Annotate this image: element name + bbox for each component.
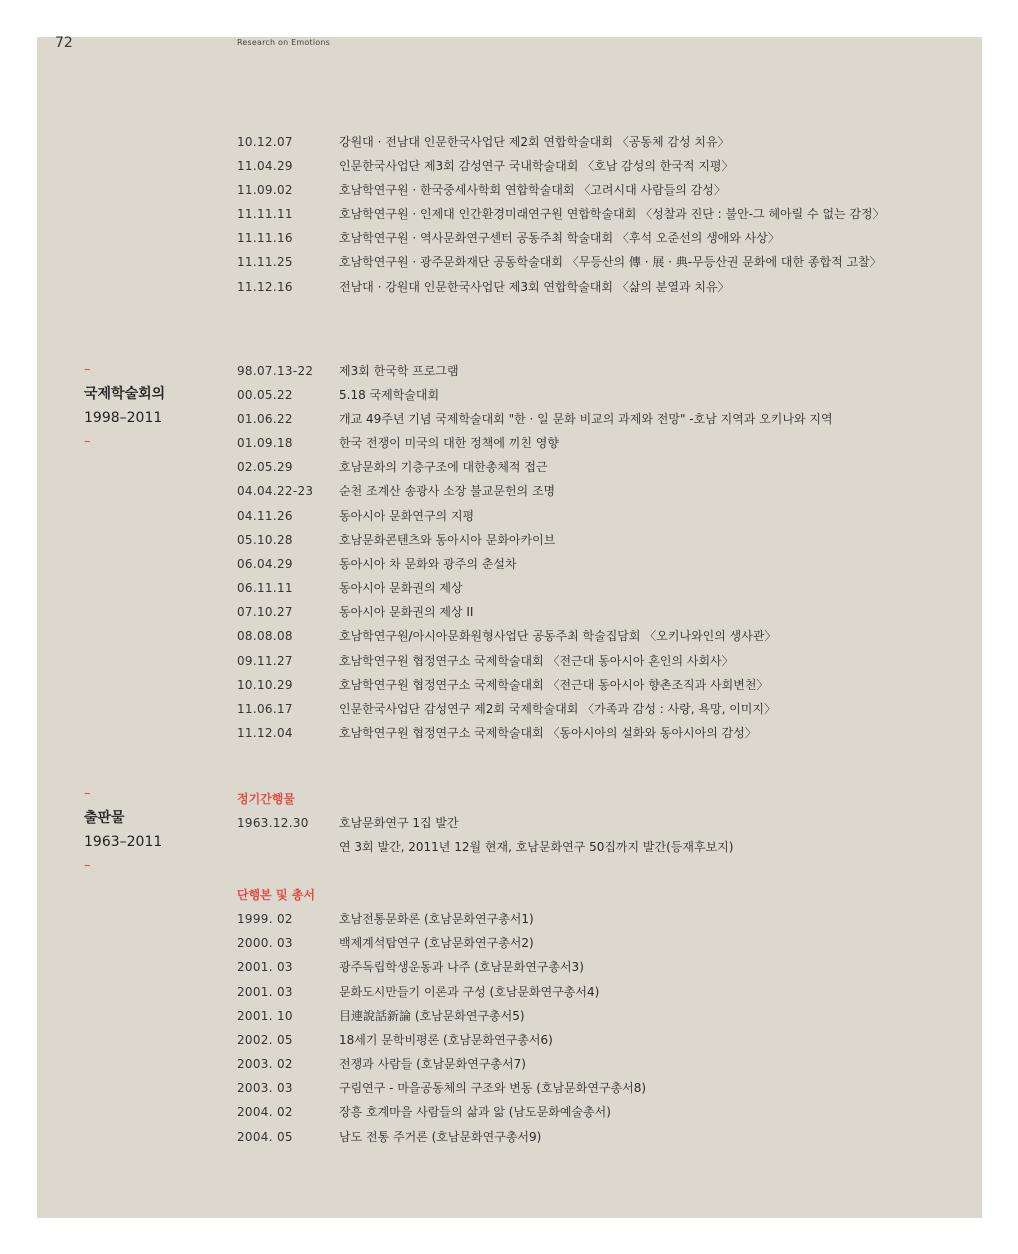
item-date: 2001. 03: [237, 960, 293, 974]
item-title: 동아시아 문화권의 제상 II: [339, 605, 474, 619]
item-title: 호남학연구원/아시아문화원형사업단 공동주최 학술집담회 〈오키나와인의 생사관〉: [339, 629, 777, 643]
item-title: 目連說話新論 (호남문화연구총서5): [339, 1009, 525, 1023]
item-date: 05.10.28: [237, 533, 293, 547]
item-date: 00.05.22: [237, 388, 293, 402]
item-date: 2000. 03: [237, 936, 293, 950]
item-title: 동아시아 문화권의 제상: [339, 581, 463, 595]
section-label-publications: [84, 782, 162, 878]
item-date: 04.11.26: [237, 509, 293, 523]
item-date: 2004. 02: [237, 1105, 293, 1119]
item-date: 98.07.13-22: [237, 364, 314, 378]
item-date: 11.11.16: [237, 231, 293, 245]
item-date: 1999. 02: [237, 912, 293, 926]
item-date: 11.06.17: [237, 702, 293, 716]
section-dash-top: –: [84, 362, 91, 377]
periodicals-heading: 정기간행물: [237, 792, 295, 806]
item-title: 장흥 호계마을 사람들의 삶과 앎 (남도문화예술총서): [339, 1105, 611, 1119]
section-title: 출판물: [84, 810, 125, 826]
item-title: 문화도시만들기 이론과 구성 (호남문화연구총서4): [339, 985, 600, 999]
item-title: 호남문화의 기층구조에 대한총체적 접근: [339, 460, 548, 474]
item-date: 2003. 02: [237, 1057, 293, 1071]
section-years: 1963–2011: [84, 834, 163, 850]
item-title: 순천 조계산 송광사 소장 불교문헌의 조명: [339, 484, 556, 498]
item-date: 09.11.27: [237, 654, 293, 668]
item-title: 한국 전쟁이 미국의 대한 정책에 끼친 영향: [339, 436, 559, 450]
item-date: 11.09.02: [237, 183, 293, 197]
item-date: 11.04.29: [237, 159, 293, 173]
item-title: 호남학연구원 협정연구소 국제학술대회 〈동아시아의 설화와 동아시아의 감성〉: [339, 726, 757, 740]
item-title: 호남학연구원 · 광주문화재단 공동학술대회 〈무등산의 傳 · 展 · 典-무등산권 문화에 대한 종합적 고찰〉: [339, 255, 882, 269]
item-title: 개교 49주년 기념 국제학술대회 "한 · 일 문화 비교의 과제와 전망" -호남 지역과 오키나와 지역: [339, 412, 833, 426]
item-date: 04.04.22-23: [237, 484, 314, 498]
item-title: 강원대 · 전남대 인문한국사업단 제2회 연합학술대회 〈공동체 감성 치유〉: [339, 135, 730, 149]
item-title: 남도 전통 주거론 (호남문화연구총서9): [339, 1130, 542, 1144]
item-date: 06.11.11: [237, 581, 293, 595]
item-title: 연 3회 발간, 2011년 12월 현재, 호남문화연구 50집까지 발간(등재후보지): [339, 840, 734, 854]
item-title: 호남학연구원 협정연구소 국제학술대회 〈전근대 동아시아 혼인의 사회사〉: [339, 654, 734, 668]
running-head: Research on Emotions: [237, 38, 330, 47]
item-title: 호남학연구원 · 한국중세사학회 연합학술대회 〈고려시대 사람들의 감성〉: [339, 183, 726, 197]
item-date: 06.04.29: [237, 557, 293, 571]
item-title: 호남문화연구 1집 발간: [339, 816, 459, 830]
item-title: 인문한국사업단 제3회 감성연구 국내학술대회 〈호남 감성의 한국적 지평〉: [339, 159, 734, 173]
item-date: 1963.12.30: [237, 816, 309, 830]
item-title: 동아시아 차 문화와 광주의 춘설차: [339, 557, 517, 571]
item-date: 08.08.08: [237, 629, 293, 643]
item-date: 10.10.29: [237, 678, 293, 692]
item-date: 10.12.07: [237, 135, 293, 149]
item-title: 동아시아 문화연구의 지평: [339, 509, 475, 523]
item-date: 2001. 10: [237, 1009, 293, 1023]
item-date: 11.11.25: [237, 255, 293, 269]
item-date: 01.09.18: [237, 436, 293, 450]
item-title: 호남학연구원 협정연구소 국제학술대회 〈전근대 동아시아 향촌조직과 사회변천〉: [339, 678, 769, 692]
item-title: 제3회 한국학 프로그램: [339, 364, 459, 378]
item-title: 호남전통문화론 (호남문화연구총서1): [339, 912, 534, 926]
item-date: 2001. 03: [237, 985, 293, 999]
item-title: 광주독립학생운동과 나주 (호남문화연구총서3): [339, 960, 584, 974]
item-title: 호남학연구원 · 인제대 인간환경미래연구원 연합학술대회 〈성찰과 진단 : 불안-그 헤아릴 수 없는 감정〉: [339, 207, 885, 221]
section-label-international: [84, 358, 165, 454]
item-date: 11.11.11: [237, 207, 293, 221]
section-dash-bottom: –: [84, 434, 91, 449]
page-number: 72: [55, 35, 73, 51]
section-title: 국제학술회의: [84, 386, 166, 402]
item-title: 호남문화콘텐츠와 동아시아 문화아카이브: [339, 533, 556, 547]
item-title: 인문한국사업단 감성연구 제2회 국제학술대회 〈가족과 감성 : 사랑, 욕망, 이미지〉: [339, 702, 776, 716]
item-date: 07.10.27: [237, 605, 293, 619]
item-title: 구림연구 - 마을공동체의 구조와 변동 (호남문화연구총서8): [339, 1081, 647, 1095]
section-dash-bottom: –: [84, 858, 91, 873]
item-date: 02.05.29: [237, 460, 293, 474]
section-years: 1998–2011: [84, 410, 163, 426]
item-date: 11.12.04: [237, 726, 293, 740]
item-title: 호남학연구원 · 역사문화연구센터 공동주최 학술대회 〈후석 오준선의 생애와 사상〉: [339, 231, 780, 245]
item-title: 18세기 문학비평론 (호남문화연구총서6): [339, 1033, 553, 1047]
item-date: 01.06.22: [237, 412, 293, 426]
item-date: 2003. 03: [237, 1081, 293, 1095]
item-title: 전쟁과 사람들 (호남문화연구총서7): [339, 1057, 526, 1071]
item-date: 2004. 05: [237, 1130, 293, 1144]
item-date: 2002. 05: [237, 1033, 293, 1047]
books-heading: 단행본 및 총서: [237, 888, 315, 902]
section-dash-top: –: [84, 786, 91, 801]
item-title: 5.18 국제학술대회: [339, 388, 440, 402]
item-title: 전남대 · 강원대 인문한국사업단 제3회 연합학술대회 〈삶의 분열과 치유〉: [339, 280, 730, 294]
item-date: 11.12.16: [237, 280, 293, 294]
item-title: 백제계석탑연구 (호남문화연구총서2): [339, 936, 534, 950]
